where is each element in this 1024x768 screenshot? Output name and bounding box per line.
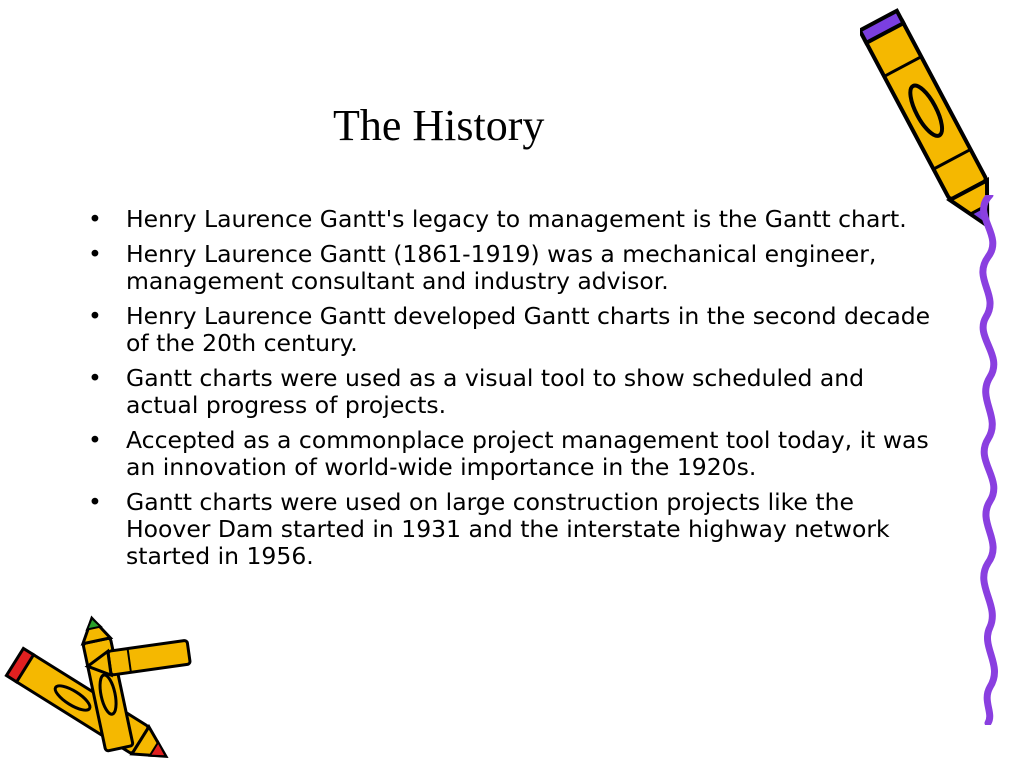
slide-title: The History xyxy=(333,101,545,150)
bullet-text: Henry Laurence Gantt (1861-1919) was a mechanical engineer, management consultant and industry advisor. xyxy=(126,240,877,295)
bullet-marker: • xyxy=(88,426,102,454)
bullet-marker: • xyxy=(88,240,102,268)
bullet-item xyxy=(88,206,938,233)
bullet-item xyxy=(88,365,938,419)
bullet-marker: • xyxy=(88,302,102,330)
bullet-marker: • xyxy=(88,205,102,233)
bullet-marker: • xyxy=(88,488,102,516)
squiggle-line xyxy=(960,195,1020,725)
bullet-item xyxy=(88,241,938,295)
bullet-text: Henry Laurence Gantt's legacy to management is the Gantt chart. xyxy=(126,205,907,233)
bullet-item xyxy=(88,489,938,570)
bullet-text: Gantt charts were used as a visual tool to show scheduled and actual progress of projects. xyxy=(126,364,865,419)
crayons-cluster-icon xyxy=(0,615,210,765)
bullet-marker: • xyxy=(88,364,102,392)
bullet-list xyxy=(88,206,938,578)
bullet-item xyxy=(88,427,938,481)
bullet-text: Gantt charts were used on large construction projects like the Hoover Dam started in 1931 and the interstate highway network started in 1956. xyxy=(126,488,890,570)
bullet-text: Accepted as a commonplace project management tool today, it was an innovation of world-wide importance in the 1920s. xyxy=(126,426,929,481)
bullet-text: Henry Laurence Gantt developed Gantt charts in the second decade of the 20th century. xyxy=(126,302,931,357)
bullet-item xyxy=(88,303,938,357)
